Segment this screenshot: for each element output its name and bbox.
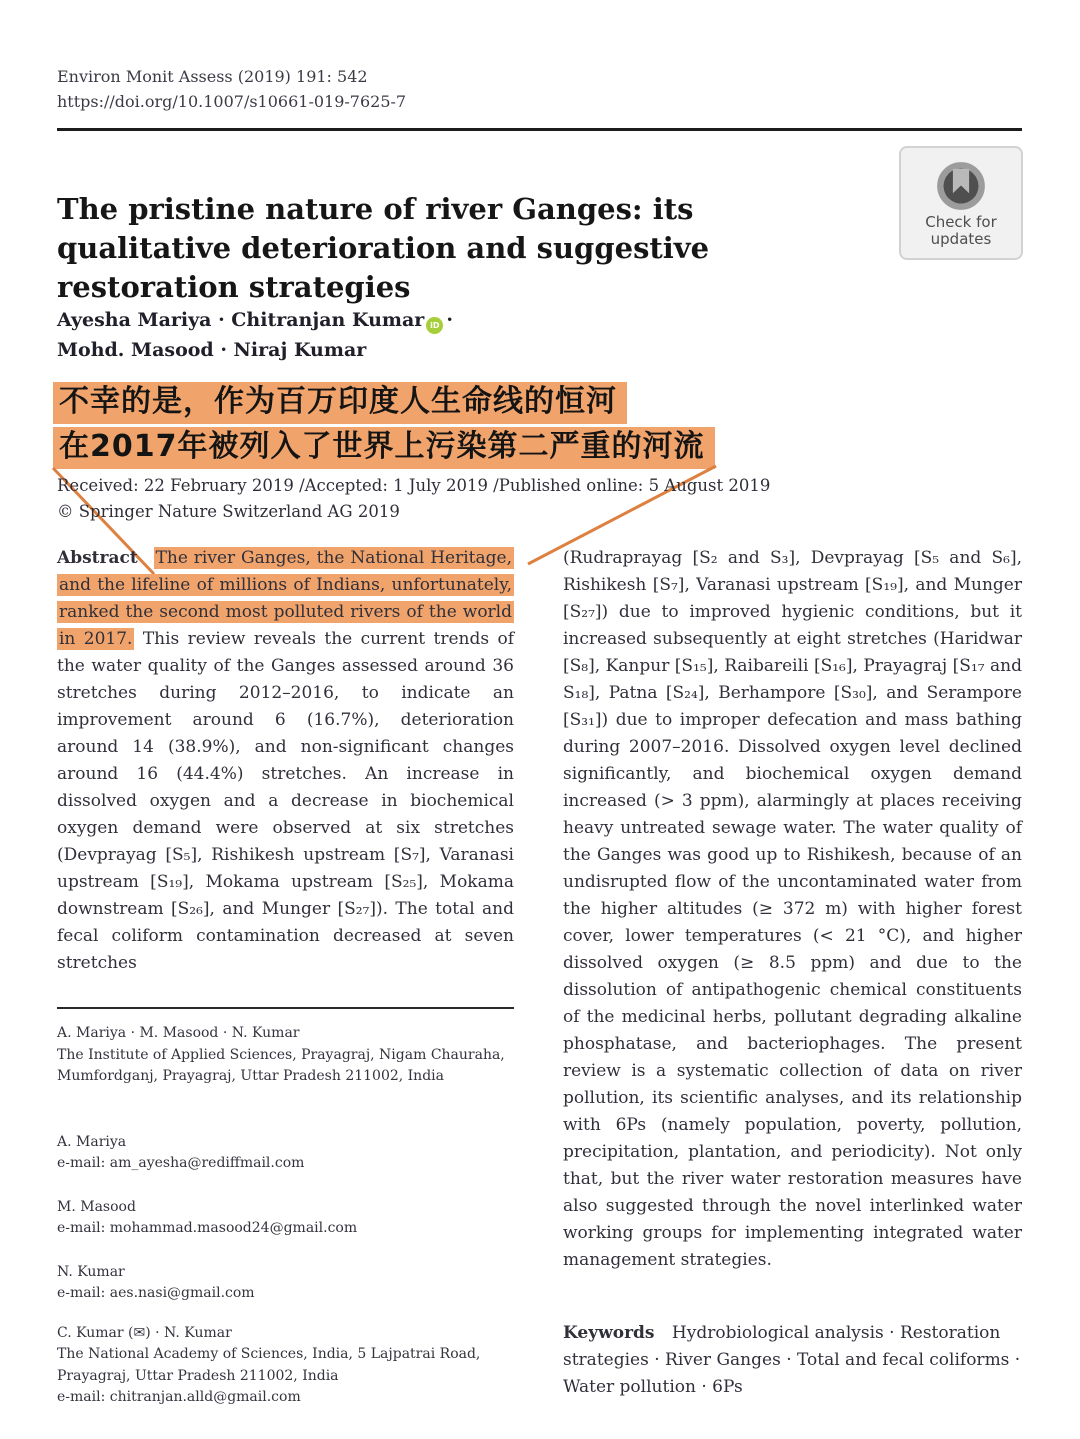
abstract-paragraph-left bbox=[57, 545, 514, 977]
authors-line1 bbox=[57, 305, 453, 335]
journal-header bbox=[57, 64, 406, 114]
footnote-contact-mariya bbox=[57, 1132, 514, 1175]
authors-line1-sep: · bbox=[446, 309, 453, 331]
footnotes bbox=[57, 1023, 514, 1409]
annotation-box bbox=[53, 382, 715, 469]
check-updates-label-line1: Check for bbox=[925, 212, 997, 231]
orcid-icon[interactable]: iD bbox=[426, 317, 443, 334]
right-column bbox=[563, 545, 1022, 1401]
annotation-line1: 不幸的是，作为百万印度人生命线的恒河 bbox=[53, 382, 627, 424]
footnote-contact-nkumar bbox=[57, 1262, 514, 1305]
authors-block bbox=[57, 305, 453, 365]
keywords-label: Keywords bbox=[563, 1323, 655, 1343]
contact-email-mariya[interactable]: e-mail: am_ayesha@rediffmail.com bbox=[57, 1155, 305, 1171]
footnote-affiliation-2 bbox=[57, 1323, 514, 1409]
contact-email-masood[interactable]: e-mail: mohammad.masood24@gmail.com bbox=[57, 1220, 358, 1236]
received-accepted-line: Received: 22 February 2019 /Accepted: 1 July 2019 /Published online: 5 August 2019 bbox=[57, 476, 771, 495]
authors-line2: Mohd. Masood · Niraj Kumar bbox=[57, 339, 367, 361]
abstract-paragraph-right: (Rudraprayag [S₂ and S₃], Devprayag [S₅ and S₆], Rishikesh [S₇], Varanasi upstream [S₁₉], and Munger [S₂₇]) due to improved hygienic conditions, but it increased subsequently at eight stretches (Haridwar [S₈], Kanpur [S₁₅], Raibareili [S₁₆], Prayagraj [S₁₇ and S₁₈], Patna [S₂₄], Berhampore [S₃₀], and Serampore [S₃₁]) due to improper defecation and mass bathing during 2007–2016. Dissolved oxygen level declined significantly, and biochemical oxygen demand increased (> 3 ppm), alarmingly at places receiving heavy untreated sewage water. The water quality of the Ganges was good up to Rishikesh, because of an undisrupted flow of the uncontaminated water from the higher altitudes (≥ 372 m) with higher forest cover, lower temperatures (< 21 °C), and higher dissolved oxygen (≥ 8.5 ppm) and due to the dissolution of antipathogenic chemical constituents of the medicinal herbs, pollutant degrading alkaline phosphatase, and bacteriophages. The present review is a systematic collection of data on river pollution, its scientific analyses, and its relationship with 6Ps (namely population, poverty, pollution, precipitation, plantation, and periodicity). Not only that, but the river water restoration measures have also suggested through the novel interlinked water working groups for implementing integrated water management strategies. bbox=[563, 548, 1022, 1270]
keywords-paragraph bbox=[563, 1320, 1022, 1401]
footnote-authors-2: C. Kumar (✉) · N. Kumar bbox=[57, 1324, 232, 1341]
contact-name-mariya: A. Mariya bbox=[57, 1133, 127, 1150]
footnote-authors-1: A. Mariya · M. Masood · N. Kumar bbox=[57, 1025, 300, 1041]
check-updates-label-line2: updates bbox=[930, 229, 992, 248]
journal-ref: Environ Monit Assess (2019) 191: 542 bbox=[57, 67, 368, 86]
footnote-divider bbox=[57, 1007, 514, 1009]
abstract-left-text: This review reveals the current trends of the water quality of the Ganges assessed around 36 stretches during 2012–2016, to indicate an improvement around 6 (16.7%), deterioration around 14 (38.9%), and non-significant changes around 16 (44.4%) stretches. An increase in dissolved oxygen and a decrease in biochemical oxygen demand were observed at six stretches (Devprayag [S₅], Rishikesh upstream [S₇], Varanasi upstream [S₁₉], Mokama upstream [S₂₅], Mokama downstream [S₂₆], and Munger [S₂₇]). The total and fecal coliform contamination decreased at seven stretches bbox=[57, 629, 514, 973]
check-updates-label bbox=[925, 214, 997, 248]
authors-line1-text: Ayesha Mariya · Chitranjan Kumar bbox=[57, 309, 425, 331]
left-column bbox=[57, 545, 514, 1409]
contact-email-ckumar[interactable]: e-mail: chitranjan.alld@gmail.com bbox=[57, 1389, 301, 1405]
footnote-affiliation-1 bbox=[57, 1023, 514, 1088]
header-divider bbox=[57, 128, 1022, 131]
footnote-address-2: The National Academy of Sciences, India, 5 Lajpatrai Road, Prayagraj, Uttar Pradesh 211002, India bbox=[57, 1346, 481, 1384]
footnote-address-1: The Institute of Applied Sciences, Prayagraj, Nigam Chauraha, Mumfordganj, Prayagraj, Uttar Pradesh 211002, India bbox=[57, 1046, 505, 1084]
doi-link[interactable]: https://doi.org/10.1007/s10661-019-7625-7 bbox=[57, 92, 407, 111]
abstract-label: Abstract bbox=[57, 548, 138, 568]
check-for-updates-badge[interactable] bbox=[899, 146, 1023, 260]
contact-email-nkumar[interactable]: e-mail: aes.nasi@gmail.com bbox=[57, 1285, 255, 1301]
paper-title: The pristine nature of river Ganges: its qualitative deterioration and suggestive restoration strategies bbox=[57, 192, 710, 304]
footnote-contact-masood bbox=[57, 1197, 514, 1240]
contact-name-masood: M. Masood bbox=[57, 1198, 136, 1215]
copyright-line: © Springer Nature Switzerland AG 2019 bbox=[57, 502, 400, 521]
annotation-line2: 在2017年被列入了世界上污染第二严重的河流 bbox=[53, 427, 715, 469]
abstract-highlighted-text: The river Ganges, the National Heritage, and the lifeline of millions of Indians, unfortunately, ranked the second most polluted rivers of the world in 2017. bbox=[59, 548, 512, 649]
contact-name-nkumar: N. Kumar bbox=[57, 1263, 125, 1280]
keywords-text: Hydrobiological analysis · Restoration strategies · River Ganges · Total and fecal coliforms · Water pollution · 6Ps bbox=[563, 1323, 1021, 1397]
crossmark-icon bbox=[934, 159, 988, 213]
